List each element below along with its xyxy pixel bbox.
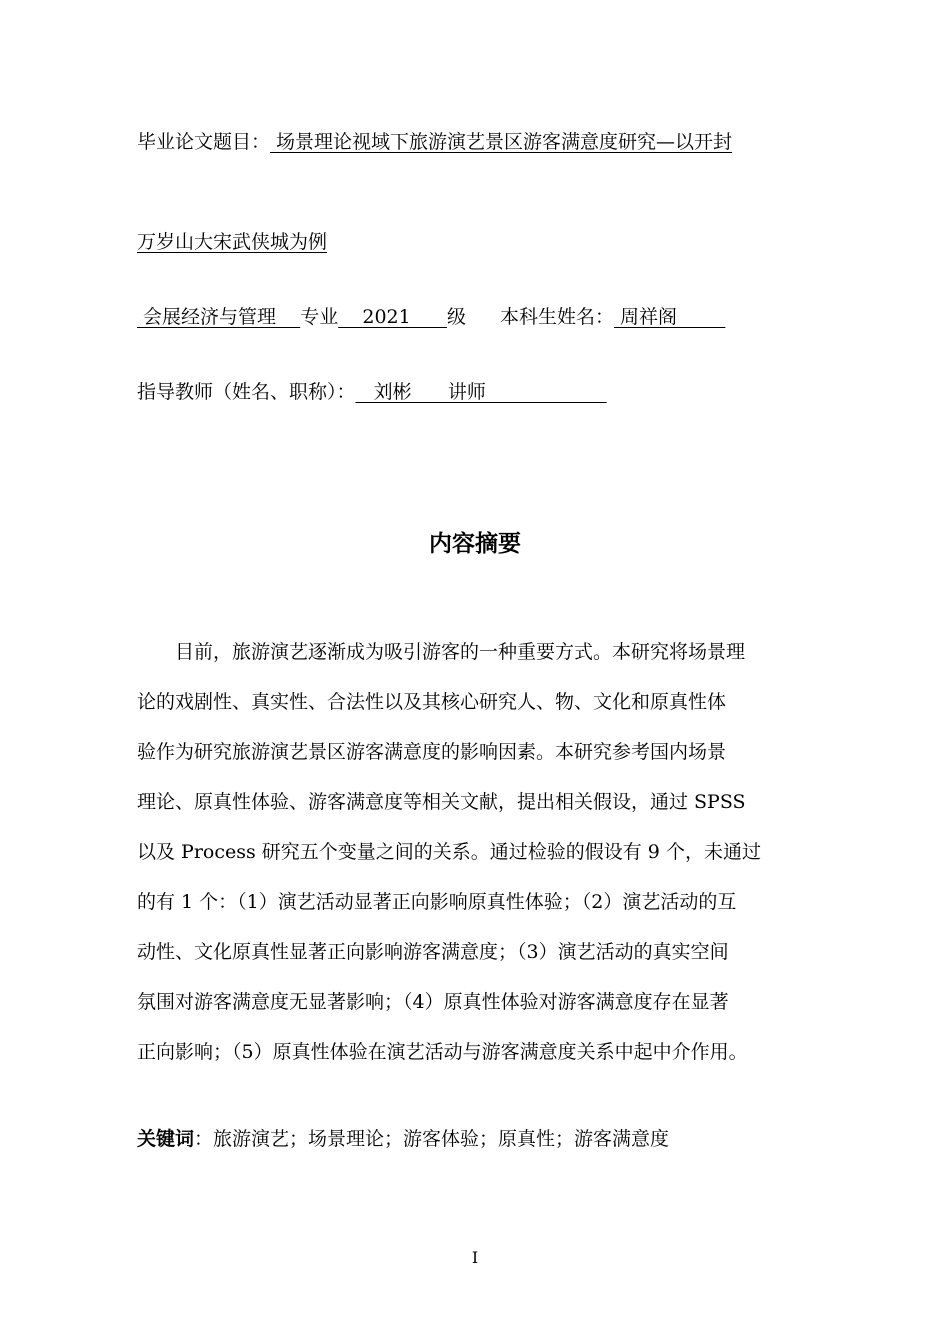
student-name-label: 本科生姓名： <box>499 306 614 328</box>
abstract-line: 理论、原真性体验、游客满意度等相关文献，提出相关假设，通过 SPSS <box>137 791 746 813</box>
thesis-title-row-1 <box>137 130 732 154</box>
major-label: 专业 <box>300 306 339 328</box>
abstract-line: 目前，旅游演艺逐渐成为吸引游客的一种重要方式。本研究将场景理 <box>175 641 746 663</box>
abstract-line: 以及 Process 研究五个变量之间的关系。通过检验的假设有 9 个，未通过 <box>137 841 761 863</box>
abstract-line: 论的戏剧性、真实性、合法性以及其核心研究人、物、文化和原真性体 <box>137 691 727 713</box>
year-field: 2021 <box>338 306 447 328</box>
thesis-title-text-line-1: 场景理论视域下旅游演艺景区游客满意度研究—以开封 <box>270 131 733 153</box>
keywords-value: 旅游演艺；场景理论；游客体验；原真性；游客满意度 <box>213 1128 670 1150</box>
student-name-field: 周祥阁 <box>614 306 726 328</box>
abstract-body <box>137 627 853 1077</box>
student-info-row <box>137 305 725 329</box>
abstract-line: 验作为研究旅游演艺景区游客满意度的影响因素。本研究参考国内场景 <box>137 741 727 763</box>
keywords-label: 关键词 <box>137 1128 195 1150</box>
thesis-title-label: 毕业论文题目： <box>137 131 271 153</box>
abstract-line: 氛围对游客满意度无显著影响；（4）原真性体验对游客满意度存在显著 <box>137 991 729 1013</box>
thesis-title-text-line-2: 万岁山大宋武侠城为例 <box>137 231 328 253</box>
abstract-line: 的有 1 个：（1）演艺活动显著正向影响原真性体验；（2）演艺活动的互 <box>137 891 737 913</box>
grade-label: 级 <box>446 306 466 328</box>
keywords-row <box>137 1126 669 1152</box>
keywords-separator: ： <box>194 1128 214 1150</box>
advisor-field: 刘彬 讲师 <box>355 381 607 403</box>
advisor-label: 指导教师（姓名、职称）： <box>137 381 356 403</box>
abstract-heading: 内容摘要 <box>429 531 521 557</box>
department-field: 会展经济与管理 <box>137 306 301 328</box>
abstract-line: 正向影响；（5）原真性体验在演艺活动与游客满意度关系中起中介作用。 <box>137 1041 748 1063</box>
page-number: I <box>471 1248 479 1267</box>
advisor-row <box>137 380 607 404</box>
abstract-line: 动性、文化原真性显著正向影响游客满意度；（3）演艺活动的真实空间 <box>137 941 729 963</box>
thesis-title-row-2 <box>137 230 327 254</box>
